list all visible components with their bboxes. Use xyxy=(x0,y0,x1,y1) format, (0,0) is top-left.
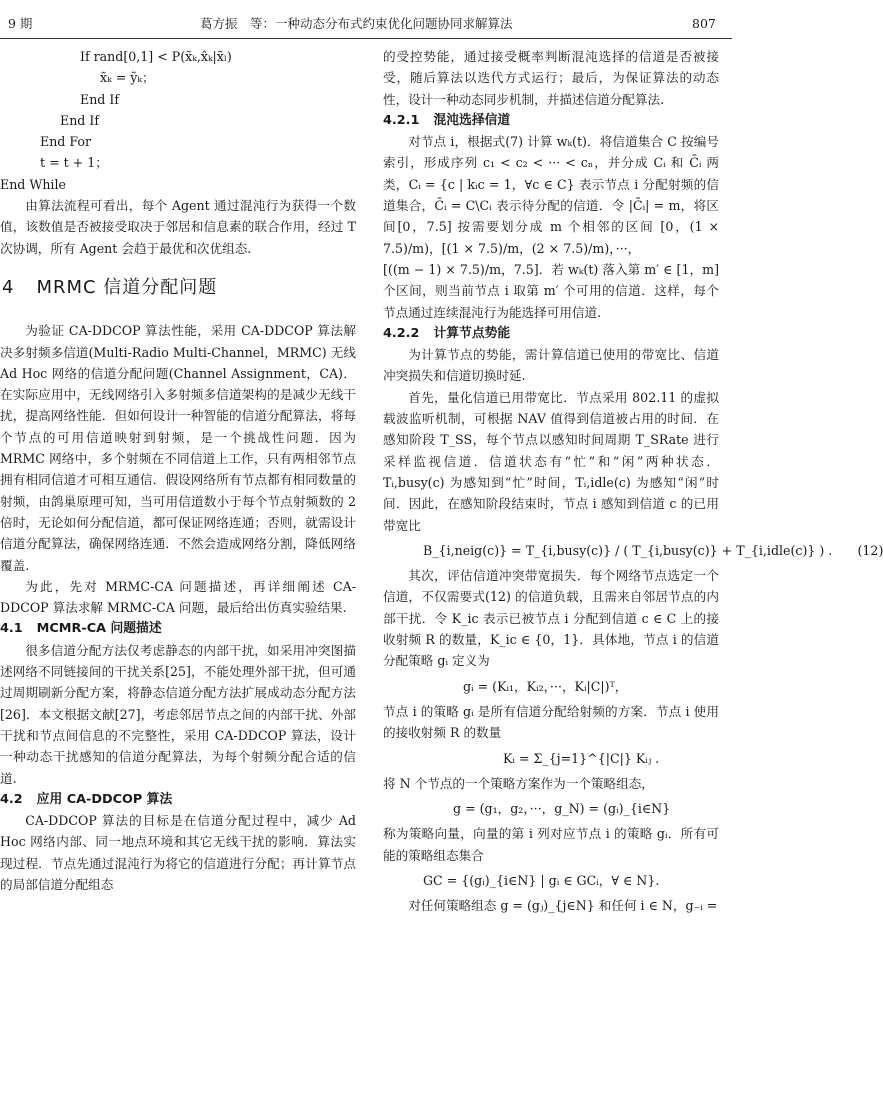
subsection-title: 计算节点势能 xyxy=(433,325,511,341)
subsection-4-2-2-heading xyxy=(383,323,719,344)
equation-strategy-vector: g = (g₁，g₂，···，g_N) = (gᵢ)_{i∈N} xyxy=(453,801,671,817)
subsection-4-2-heading xyxy=(0,789,356,810)
paragraph-4-2-2e: 将 N 个节点的一个策略方案作为一个策略组态， xyxy=(383,775,654,791)
equation-receivers: Kᵢ = Σ_{j=1}^{|C|} Kᵢⱼ . xyxy=(503,750,660,766)
algo-line: x̃ₖ = ỹₖ； xyxy=(100,70,155,86)
section-title: MRMC 信道分配问题 xyxy=(36,276,218,298)
subsection-number: 4.2.1 xyxy=(383,112,420,128)
algo-line: End If xyxy=(60,112,100,128)
subsection-title: MCMR-CA 问题描述 xyxy=(36,621,162,637)
header-rule xyxy=(0,38,732,39)
paragraph-4-2-2g: 对任何策略组态 g = (gⱼ)_{j∈N} 和任何 i ∈ N，g₋ᵢ = xyxy=(408,898,718,914)
paragraph-4-2-2b: 首先，量化信道已用带宽比．节点采用 802.11 的虚拟载波监听机制，可根据 NAV 值得到信道被占用的时间．在感知阶段 T_SS，每个节点以感知时间周期 T_SRate 进行采样监视信道．信道状态有“忙”和“闲”两种状态．Tᵢ,busy(c) 为感知到“忙”时间，Tᵢ,idle(c) 为感知“闲”时间．因此，在感知阶段结束时，节点 i 感知到信道 c 的已用带宽比 xyxy=(383,389,719,533)
algo-line: End If xyxy=(80,91,120,107)
left-column xyxy=(0,46,356,895)
section-4-heading xyxy=(2,277,356,298)
paragraph-summary: 由算法流程可看出，每个 Agent 通过混沌行为获得一个数值，该数值是否被接受取决于邻居和信息素的联合作用，经过 T 次协调，所有 Agent 会趋于最优和次优组态. xyxy=(0,198,356,256)
algo-line: t = t + 1； xyxy=(40,155,108,171)
algo-line: End While xyxy=(0,176,66,192)
paragraph-4-2-2d: 节点 i 的策略 gᵢ 是所有信道分配给射频的方案．节点 i 使用的接收射频 R 的数量 xyxy=(383,703,719,741)
running-header xyxy=(0,0,732,40)
paragraph-4-2-1b: [((m − 1) × 7.5)/m，7.5]．若 wₖ(t) 落入第 m′ ∈ [1，m] 个区间，则当前节点 i 取第 m′ 个可用的信道．这样，每个节点通过连续混沌行为能选择可用信道. xyxy=(383,261,719,320)
algo-line: End For xyxy=(40,134,92,150)
paragraph-4-2-2c: 其次，评估信道冲突带宽损失．每个网络节点选定一个信道，不仅需要式(12) 的信道负载，且需来自邻居节点的内部干扰．令 K_ic 表示已被节点 i 分配到信道 c ∈ C 上的接收射频 R 的数量，K_ic ∈ {0，1}．具体地，节点 i 的信道分配策略 gᵢ 定义为 xyxy=(383,568,719,669)
subsection-title: 应用 CA-DDCOP 算法 xyxy=(36,791,173,807)
running-title: 葛方振 等：一种动态分布式约束优化问题协同求解算法 xyxy=(200,16,513,31)
paragraph-4-2-1a: 对节点 i，根据式(7) 计算 wₖ(t)．将信道集合 C 按编号索引，形成序列 c₁ < c₂ < ··· < cₙ，并分成 Cᵢ 和 C̄ᵢ 两类，Cᵢ = {c | kᵢc = 1，∀c ∈ C} 表示节点 i 分配射频的信道集合，C̄ᵢ = C\Cᵢ 表示待分配的信道．令 |C̄ᵢ| = m，将区间[0，7.5] 按需要划分成 m 个相邻的区间 [0，(1 × 7.5)/m)，[(1 × 7.5)/m，(2 × 7.5)/m)，···， xyxy=(383,134,719,256)
subsection-number: 4.1 xyxy=(0,621,23,637)
page-number: 807 xyxy=(692,16,716,31)
paragraph-4-2-2a: 为计算节点的势能，需计算信道已使用的带宽比、信道冲突损失和信道切换时延. xyxy=(383,347,719,384)
paragraph-4-2: CA-DDCOP 算法的目标是在信道分配过程中，减少 Ad Hoc 网络内部、同一地点环境和其它无线干扰的影响．算法实现过程．节点先通过混沌行为将它的信道进行分配；再计算节点的局部信道分配组态 xyxy=(0,813,356,892)
equation-12: B_{i,neig(c)} = T_{i,busy(c)} / ( T_{i,busy(c)} + T_{i,idle(c)} ) . (12) xyxy=(423,542,883,558)
subsection-4-2-1-heading xyxy=(383,110,719,131)
algo-line: If rand[0,1] < P(x̃ₖ,x̂ₖ|x̃ₗ) xyxy=(80,49,232,64)
paragraph-4-2-2f: 称为策略向量，向量的第 i 列对应节点 i 的策略 gᵢ．所有可能的策略组态集合 xyxy=(383,826,719,863)
paragraph-continued: 的受控势能，通过接受概率判断混沌选择的信道是否被接受，随后算法以迭代方式运行；最后，为保证算法的动态性，设计一种动态同步机制，并描述信道分配算法. xyxy=(383,49,719,107)
paragraph-4-1: 很多信道分配方法仅考虑静态的内部干扰，如采用冲突图描述网络不同链接间的干扰关系[25]，不能处理外部干扰，但可通过周期刷新分配方案，将静态信道分配方法扩展成动态分配方法[26]．本文根据文献[27]，考虑邻居节点之间的内部干扰、外部干扰和节点间信息的不完整性，采用 CA-DDCOP 算法，设计一种动态干扰感知的信道分配算法，为每个射频分配合适的信道. xyxy=(0,642,356,786)
issue-number: 9 期 xyxy=(8,16,33,31)
subsection-number: 4.2.2 xyxy=(383,325,420,341)
subsection-title: 混沌选择信道 xyxy=(433,112,511,128)
equation-gc-set: GC = {(gᵢ)_{i∈N} | gᵢ ∈ GCᵢ，∀ ∈ N}. xyxy=(423,872,660,888)
subsection-4-1-heading xyxy=(0,618,356,639)
paragraph-plan: 为此，先对 MRMC-CA 问题描述，再详细阐述 CA-DDCOP 算法求解 MRMC-CA 问题，最后给出仿真实验结果. xyxy=(0,578,356,616)
subsection-number: 4.2 xyxy=(0,791,23,807)
equation-strategy: gᵢ = (Kᵢ₁，Kᵢ₂，···，Kᵢ|C|)ᵀ， xyxy=(463,678,628,694)
right-column xyxy=(383,46,883,917)
section-number: 4 xyxy=(2,276,15,298)
paragraph-intro: 为验证 CA-DDCOP 算法性能，采用 CA-DDCOP 算法解决多射频多信道(Multi-Radio Multi-Channel，MRMC) 无线 Ad Hoc 网络的信道分配问题(Channel Assignment，CA)．在实际应用中，无线网络引入多射频多信道架构的是减少无线干扰，提高网络性能．但如何设计一种智能的信道分配算法，将每个节点的可用信道映射到射频，是一个挑战性问题．因为 MRMC 网络中，多个射频在不同信道上工作，只有两相邻节点拥有相同信道才可相互通信．假设网络所有节点都有相同数量的射频，由鸽巢原理可知，当可用信道数小于每个节点射频数的 2 倍时，无论如何分配信道，都可保证网络连通；否则，就需设计信道分配算法，确保网络连通．不然会造成网络分割，降低网络覆盖. xyxy=(0,323,356,573)
